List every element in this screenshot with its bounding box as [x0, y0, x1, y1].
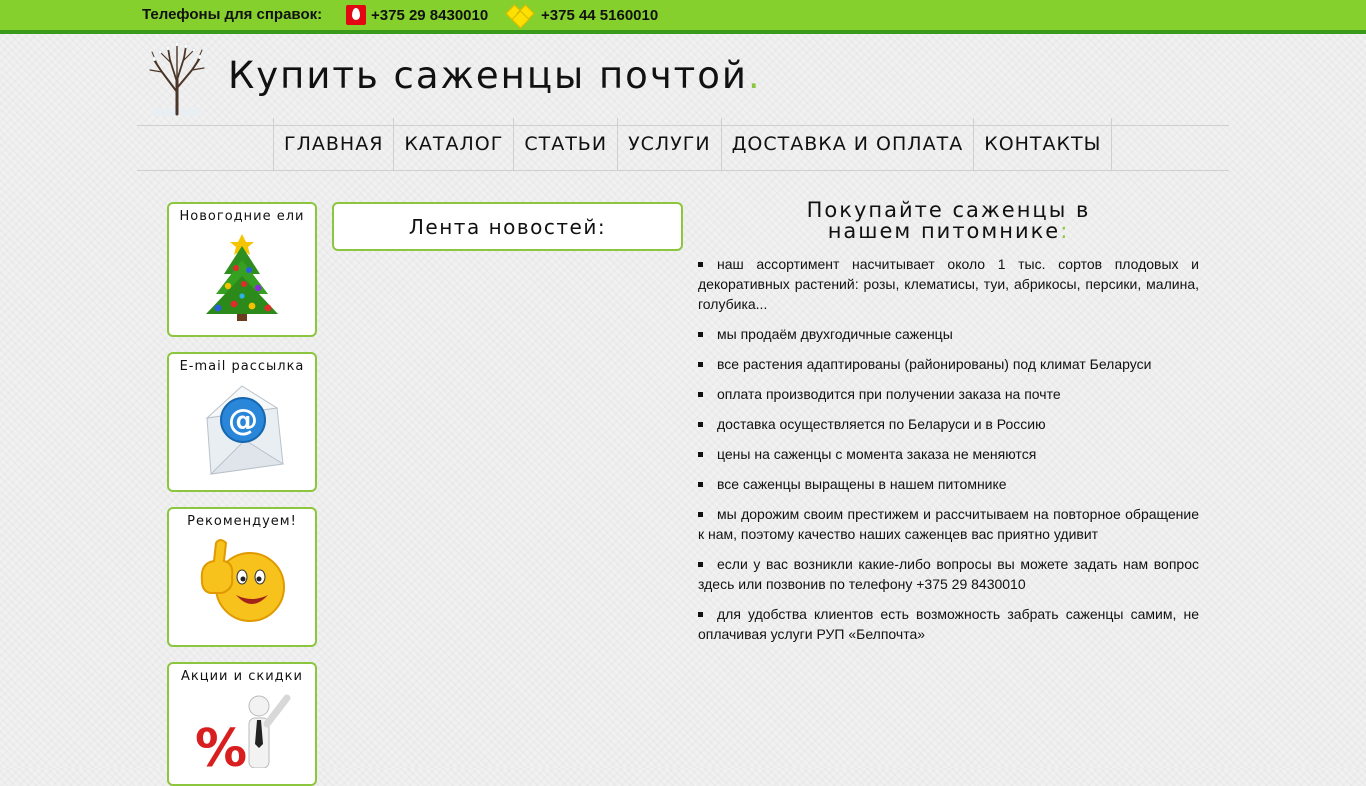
tree-icon[interactable]: [144, 40, 210, 116]
features-list: [698, 254, 1199, 644]
site-title-dot: .: [747, 54, 762, 97]
widget-recommend[interactable]: [167, 507, 317, 647]
nav-home[interactable]: ГЛАВНАЯ: [273, 118, 393, 170]
list-item: доставка осуществляется по Беларуси и в Россию: [698, 414, 1199, 434]
list-item: мы продаём двухгодичные саженцы: [698, 324, 1199, 344]
phone-number-mts[interactable]: +375 29 8430010: [371, 6, 489, 24]
widget-email-subscription[interactable]: [167, 352, 317, 492]
email-envelope-icon: [197, 378, 287, 478]
widget-promotions-discounts[interactable]: [167, 662, 317, 786]
nav-services[interactable]: УСЛУГИ: [617, 118, 721, 170]
list-item: мы дорожим своим престижем и рассчитываем на повторное обращение к нам, поэтому качество наших саженцев вас приятно удивит: [698, 506, 1199, 542]
nav-catalog[interactable]: КАТАЛОГ: [393, 118, 513, 170]
phone-label: Телефоны для справок:: [142, 6, 323, 23]
content-heading-dot: :: [1060, 219, 1070, 243]
site-title[interactable]: [228, 54, 762, 97]
mts-icon: [346, 5, 366, 25]
list-item: цены на саженцы с момента заказа не меняются: [698, 444, 1199, 464]
list-item: наш ассортимент насчитывает около 1 тыс. сортов плодовых и декоративных растений: розы, клематисы, туи, абрикосы, персики, малина, голубика...: [698, 256, 1199, 312]
svg-text:@: @: [228, 403, 258, 438]
content-heading-line2: нашем питомнике: [827, 219, 1061, 243]
phone-life[interactable]: [506, 5, 658, 25]
site-title-text: Купить саженцы почтой: [228, 54, 748, 97]
widget-title: Рекомендуем!: [187, 514, 297, 529]
life-icon: [506, 5, 536, 25]
christmas-tree-icon: [202, 228, 282, 322]
news-feed-box: [332, 202, 683, 251]
news-feed-title: Лента новостей:: [408, 214, 607, 239]
widget-title: Новогодние ели: [179, 209, 305, 224]
phone-number-life[interactable]: +375 44 5160010: [541, 6, 659, 24]
nav-contacts[interactable]: КОНТАКТЫ: [973, 118, 1112, 170]
widget-christmas-trees[interactable]: [167, 202, 317, 337]
svg-text:%: %: [195, 719, 248, 768]
percent-discount-icon: [187, 688, 297, 768]
main-nav: [137, 125, 1229, 171]
content-heading: [698, 200, 1199, 242]
nav-articles[interactable]: СТАТЬИ: [513, 118, 617, 170]
phone-mts[interactable]: [346, 5, 488, 25]
list-item: для удобства клиентов есть возможность забрать саженцы самим, не оплачивая услуги РУП «Белпочта»: [698, 606, 1199, 642]
widget-title: E-mail рассылка: [179, 359, 305, 374]
list-item: все растения адаптированы (районированы) под климат Беларуси: [698, 354, 1199, 374]
list-item: оплата производится при получении заказа на почте: [698, 384, 1199, 404]
content-heading-line1: Покупайте саженцы в: [806, 198, 1091, 222]
list-item: если у вас возникли какие-либо вопросы вы можете задать нам вопрос здесь или позвонив по телефону +375 29 8430010: [698, 556, 1199, 592]
phone-bar: [0, 0, 1366, 34]
nav-delivery-payment[interactable]: ДОСТАВКА И ОПЛАТА: [721, 118, 974, 170]
widget-title: Акции и скидки: [181, 669, 303, 684]
list-item: все саженцы выращены в нашем питомнике: [698, 474, 1199, 494]
main-content: [698, 200, 1199, 654]
thumbs-up-smiley-icon: [192, 533, 292, 629]
